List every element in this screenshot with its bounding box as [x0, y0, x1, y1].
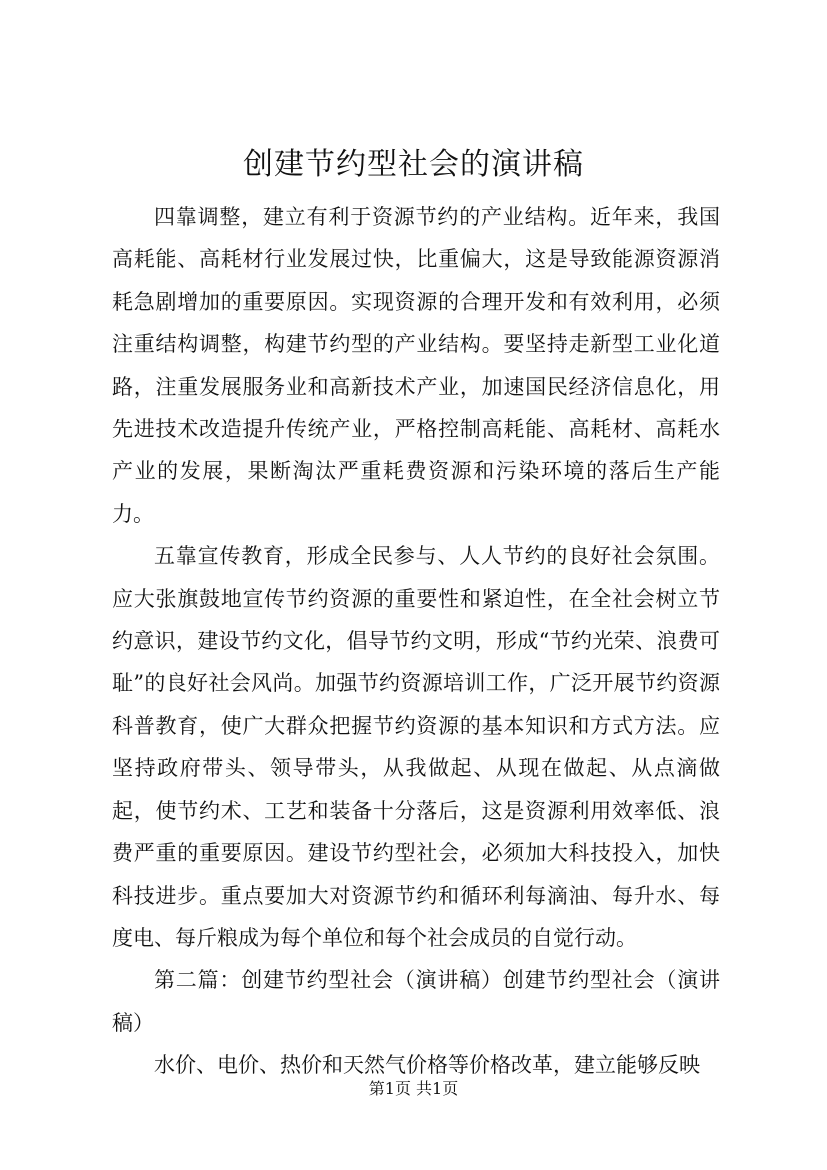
paragraph-2: 五靠宣传教育，形成全民参与、人人节约的良好社会氛围。应大张旗鼓地宣传节约资源的重要性和紧迫性，在全社会树立节约意识，建设节约文化，倡导节约文明，形成“节约光荣、浪费可耻”的良好社会风尚。加强节约资源培训工作，广泛开展节约资源科普教育，使广大群众把握节约资源的基本知识和方式方法。应坚持政府带头、领导带头，从我做起、从现在做起、从点滴做起，使节约术、工艺和装备十分落后，这是资源利用效率低、浪费严重的重要原因。建设节约型社会，必须加大科技投入，加快科技进步。重点要加大对资源节约和循环利每滴油、每升水、每度电、每斤粮成为每个单位和每个社会成员的自觉行动。 [112, 544, 720, 950]
paragraph-1: 四靠调整，建立有利于资源节约的产业结构。近年来，我国高耗能、高耗材行业发展过快，比重偏大，这是导致能源资源消耗急剧增加的重要原因。实现资源的合理开发和有效利用，必须注重结构调整，构建节约型的产业结构。要坚持走新型工业化道路，注重发展服务业和高新技术产业，加速国民经济信息化，用先进技术改造提升传统产业，严格控制高耗能、高耗材、高耗水产业的发展，果断淘汰严重耗费资源和污染环境的落后生产能力。 [112, 205, 720, 526]
page-footer: 第1页 共1页 [368, 1079, 459, 1098]
paragraph-3-heading: 第二篇：创建节约型社会（演讲稿）创建节约型社会（演讲稿） [112, 968, 720, 1035]
paragraph-4: 水价、电价、热价和天然气价格等价格改革，建立能够反映 [154, 1053, 700, 1078]
document-title: 创建节约型社会的演讲稿 [243, 147, 584, 182]
document-body [112, 196, 720, 1087]
